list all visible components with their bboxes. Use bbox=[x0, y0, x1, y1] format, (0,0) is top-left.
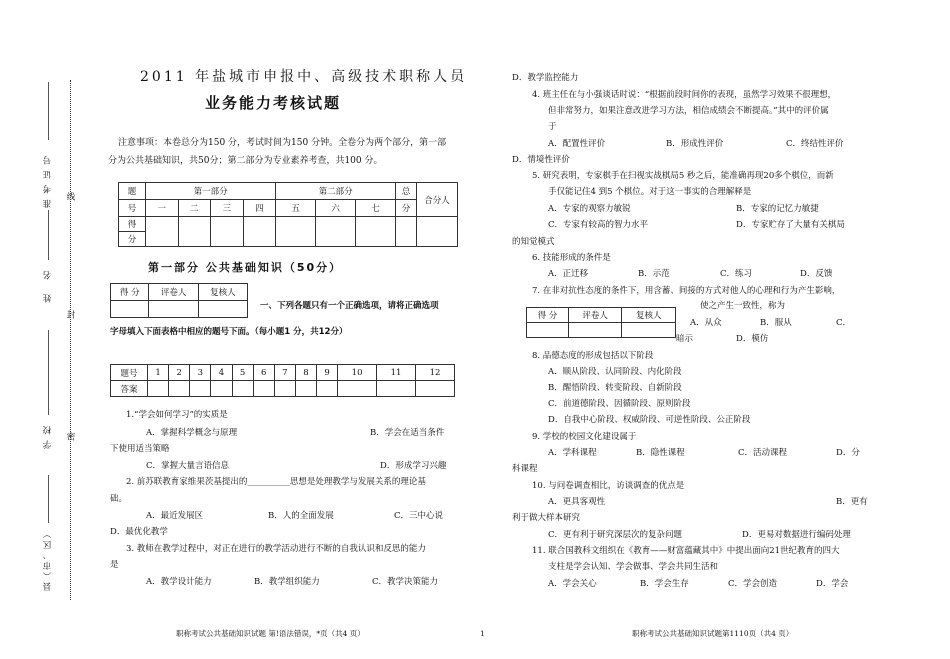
grader-cell[interactable] bbox=[568, 323, 622, 338]
question-4-cont: 但非常努力，如果注意改进学习方法，相信成绩会不断提高。”其中的评价属 bbox=[548, 106, 829, 116]
q9-option-b: B．隐性课程 bbox=[636, 448, 685, 458]
answer-cell[interactable] bbox=[253, 381, 274, 397]
q11-option-b: B．学会生存 bbox=[640, 579, 689, 589]
answer-cell[interactable] bbox=[295, 381, 316, 397]
q1-option-c: C．掌握大量言语信息 bbox=[146, 461, 230, 471]
q1-option-b-cont: 下使用适当策略 bbox=[110, 444, 170, 454]
instruction-line2: 字母填入下面表格中相应的题号下面。（每小题1 分，共12分） bbox=[110, 327, 348, 337]
q8-option-c: C．前道德阶段、因循阶段、原则阶段 bbox=[548, 399, 691, 409]
footer-left: 职称考试公共基础知识试题 第!语法错误，*页（共4 页） bbox=[176, 629, 365, 638]
q4-option-a: A．配置性评价 bbox=[548, 139, 606, 149]
q3-option-d: D．教学监控能力 bbox=[512, 73, 579, 83]
q2-option-a: A．最近发展区 bbox=[146, 511, 204, 521]
score-cell[interactable] bbox=[178, 217, 211, 247]
q4-option-b: B．形成性评价 bbox=[666, 139, 724, 149]
q9-option-d: D．分 bbox=[836, 448, 860, 458]
score-cell[interactable] bbox=[276, 217, 316, 247]
q11-option-a: A．学会关心 bbox=[548, 579, 597, 589]
q10-option-a: A．更具客观性 bbox=[548, 497, 606, 507]
q5-option-d: D．专家贮存了大量有关棋局 bbox=[736, 220, 845, 230]
exam-title-line2: 业务能力考核试题 bbox=[205, 94, 342, 112]
q1-option-d: D．形成学习兴趣 bbox=[380, 461, 447, 471]
score-cell[interactable] bbox=[211, 217, 244, 247]
q8-option-b: B．醒悟阶段、转变阶段、自新阶段 bbox=[548, 383, 682, 393]
answer-cell[interactable] bbox=[232, 381, 253, 397]
question-8: 8. 品德态度的形成包括以下阶段 bbox=[532, 351, 654, 361]
q5-option-a: A．专家的观察力敏锐 bbox=[548, 204, 631, 214]
q8-option-d: D．自我中心阶段、权威阶段、可逆性阶段、公正阶段 bbox=[548, 415, 751, 425]
q5-option-b: B．专家的记忆力敏捷 bbox=[736, 204, 819, 214]
school-label: 学校 bbox=[43, 420, 53, 449]
q3-option-c: C．教学决策能力 bbox=[372, 577, 439, 587]
q8-option-a: A．顺从阶段、认同阶段、内化阶段 bbox=[548, 367, 682, 377]
q7-option-c: C． bbox=[836, 318, 852, 328]
grader-table-right: 得 分 评卷人 复核人 bbox=[526, 307, 676, 338]
q10-option-d: D．更易对数据进行编码处理 bbox=[742, 530, 851, 540]
exam-number-label: 准考证号 bbox=[43, 150, 53, 208]
q3-option-a: A．教学设计能力 bbox=[146, 577, 212, 587]
question-5-cont: 手仅能记住4 到5 个棋位。对于这一事实的合理解释是 bbox=[548, 187, 752, 197]
question-10: 10. 与问卷调查相比，访谈调查的优点是 bbox=[532, 481, 685, 491]
score-cell[interactable] bbox=[417, 217, 458, 247]
question-9: 9. 学校的校园文化建设属于 bbox=[532, 432, 637, 442]
q10-option-b-cont: 利于做大样本研究 bbox=[512, 513, 581, 523]
notice-line1: 注意事项：本卷总分为150 分，考试时间为150 分钟。全卷分为两个部分，第一部 bbox=[118, 138, 447, 148]
page-number: 1 bbox=[480, 629, 485, 638]
mark-feng: 封 bbox=[65, 310, 75, 319]
q9-option-a: A．学科课程 bbox=[548, 448, 597, 458]
q4-option-d: D．情境性评价 bbox=[512, 155, 570, 165]
score-cell[interactable] bbox=[316, 217, 356, 247]
q1-option-b: B．学会在适当条件 bbox=[370, 428, 445, 438]
part1-heading: 第一部分 公共基础知识（50分） bbox=[148, 261, 343, 274]
q10-option-c: C．更有利于研究深层次的复杂问题 bbox=[548, 530, 683, 540]
score-cell[interactable] bbox=[396, 217, 417, 247]
question-7-cont: 使之产生一致性，称为 bbox=[700, 301, 786, 311]
grader-table-left: 得 分 评卷人 复核人 bbox=[110, 283, 248, 318]
grader-cell[interactable] bbox=[149, 301, 198, 318]
footer-right: 职称考试公共基础知识试题第1110页（共4 页） bbox=[632, 629, 794, 638]
question-2: 2. 前苏联教育家维果茨基提出的__________思想是处理教学与发展关系的理论基 bbox=[126, 477, 426, 487]
answer-cell[interactable] bbox=[415, 381, 454, 397]
score-cell[interactable] bbox=[243, 217, 276, 247]
q11-option-c: C．学会创造 bbox=[728, 579, 778, 589]
q9-option-c: C．活动课程 bbox=[738, 448, 788, 458]
score-table: 题 第一部分 第二部分 总 合分人 号 一 二 三 四 五 六 七 分 得 分 bbox=[118, 182, 458, 247]
answer-cell[interactable] bbox=[169, 381, 190, 397]
q9-option-d-cont: 科课程 bbox=[512, 464, 538, 474]
school-line bbox=[48, 330, 49, 415]
q2-option-b: B．人的全面发展 bbox=[268, 511, 334, 521]
exam-title-line1: 2011 年盐城市申报中、高级技术职称人员 bbox=[140, 69, 468, 85]
grader-cell[interactable] bbox=[198, 301, 247, 318]
question-5: 5. 研究表明，专家棋手在扫视实战棋局5 秒之后，能准确再现20多个棋位，而新 bbox=[532, 171, 834, 181]
q6-option-a: A．正迁移 bbox=[548, 269, 589, 279]
mark-xian: 线 bbox=[65, 192, 75, 201]
answer-cell[interactable] bbox=[338, 381, 377, 397]
question-4: 4. 班主任在与小强谈话时说：“根据前段时间你的表现，虽然学习效果不很理想， bbox=[532, 90, 837, 100]
q3-option-b: B．教学组织能力 bbox=[254, 577, 320, 587]
question-4-cont2: 于 bbox=[548, 122, 557, 132]
exam-number-line bbox=[48, 82, 49, 140]
notice-line2: 分为公共基础知识，共50分；第二部分为专业素养考查，共100 分。 bbox=[108, 156, 383, 166]
grader-cell[interactable] bbox=[622, 323, 676, 338]
name-label: 姓 名 bbox=[43, 265, 53, 303]
q7-option-a: A．从众 bbox=[690, 318, 722, 328]
binding-dotted-line bbox=[70, 80, 71, 600]
question-3: 3. 教师在教学过程中，对正在进行的教学活动进行不断的自我认识和反思的能力 bbox=[126, 544, 426, 554]
answer-cell[interactable] bbox=[377, 381, 416, 397]
score-cell[interactable] bbox=[146, 217, 179, 247]
answer-table: 题号 1 2 3 4 5 6 7 8 9 10 11 12 答案 bbox=[110, 364, 455, 397]
instruction-line1: 一、下列各题只有一个正确选项，请将正确选项 bbox=[260, 301, 439, 311]
q6-option-d: D．反馈 bbox=[800, 269, 833, 279]
grader-cell[interactable] bbox=[111, 301, 149, 318]
q4-option-c: C．终结性评价 bbox=[786, 139, 844, 149]
q2-option-c: C．三中心说 bbox=[394, 511, 444, 521]
name-line-top bbox=[48, 210, 49, 260]
question-3-cont: 是 bbox=[110, 560, 119, 570]
question-2-cont: 础。 bbox=[110, 494, 128, 504]
county-label: 县（市、区） bbox=[43, 528, 53, 591]
question-11: 11. 联合国教科文组织在《教育——财富蕴藏其中》中提出面向21世纪教育的四大 bbox=[532, 546, 840, 556]
question-6: 6. 技能形成的条件是 bbox=[532, 253, 611, 263]
score-cell[interactable] bbox=[356, 217, 396, 247]
county-line bbox=[48, 475, 49, 523]
q5-option-d-cont: 的知觉模式 bbox=[512, 237, 555, 247]
q6-option-b: B．示范 bbox=[638, 269, 670, 279]
q7-option-d: D．模仿 bbox=[736, 334, 769, 344]
mark-mi: 密 bbox=[65, 432, 75, 441]
q7-option-b: B．服从 bbox=[760, 318, 792, 328]
grader-cell[interactable] bbox=[527, 323, 569, 338]
answer-cell[interactable] bbox=[148, 381, 169, 397]
q5-option-c: C．专家有较高的智力水平 bbox=[548, 220, 649, 230]
answer-cell[interactable] bbox=[190, 381, 211, 397]
question-7: 7. 在非对抗性态度的条件下，用含蓄、间接的方式对他人的心理和行为产生影响， bbox=[532, 286, 841, 296]
q6-option-c: C．练习 bbox=[720, 269, 753, 279]
q7-option-c-cont: 暗示 bbox=[676, 334, 694, 344]
q2-option-d: D．最优化教学 bbox=[110, 527, 168, 537]
question-11-cont: 支柱是学会认知、学会做事、学会共同生活和 bbox=[548, 562, 719, 572]
q11-option-d: D．学会 bbox=[816, 579, 849, 589]
answer-cell[interactable] bbox=[211, 381, 232, 397]
q10-option-b: B．更有 bbox=[836, 497, 868, 507]
answer-cell[interactable] bbox=[274, 381, 295, 397]
q1-option-a: A．掌握科学概念与原理 bbox=[146, 428, 238, 438]
question-1: 1.“学会如何学习”的实质是 bbox=[126, 410, 228, 420]
answer-cell[interactable] bbox=[317, 381, 338, 397]
